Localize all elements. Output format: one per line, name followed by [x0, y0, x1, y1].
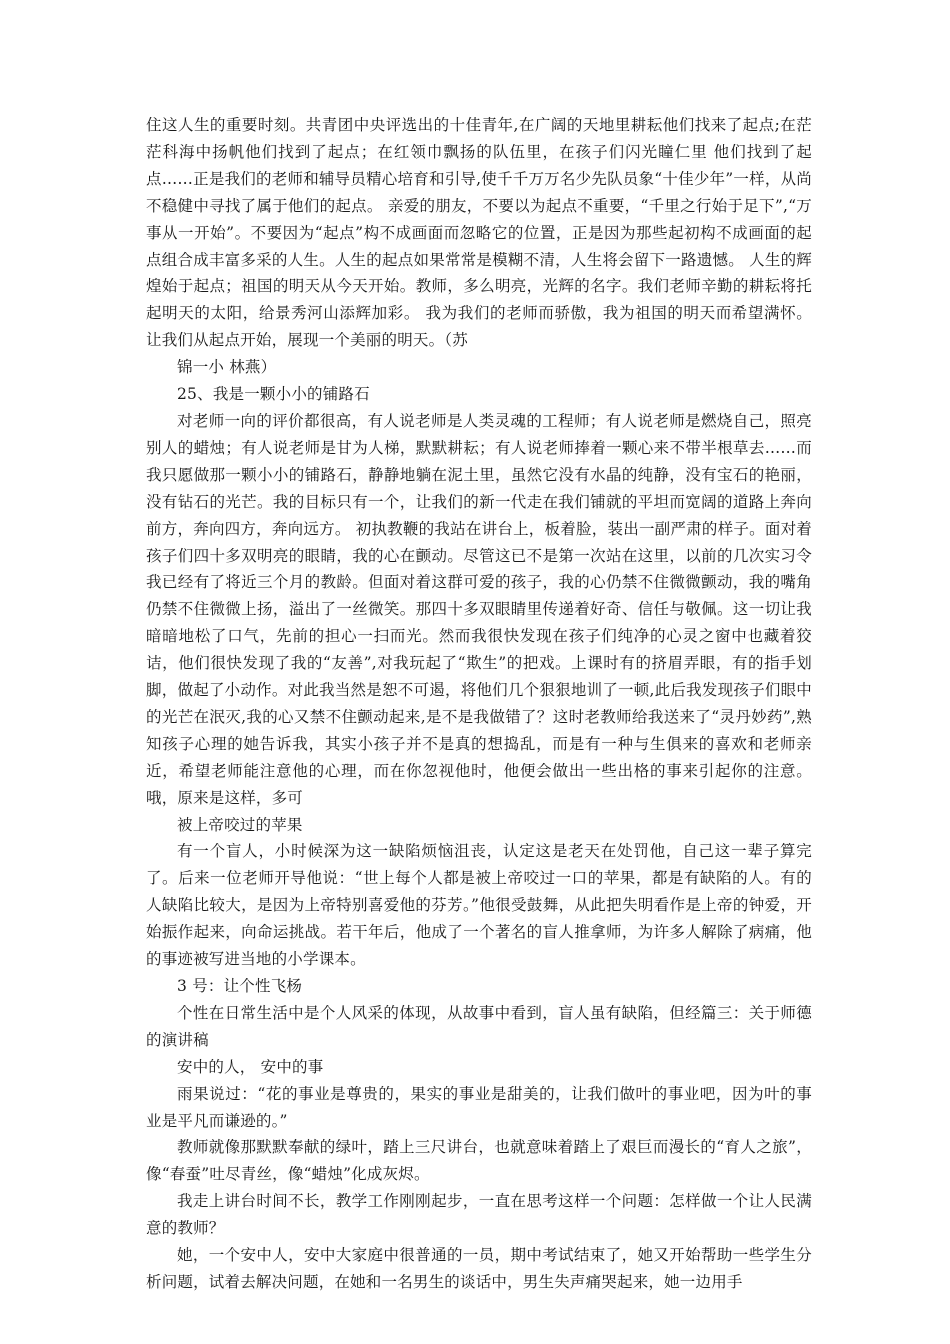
paragraph-author-credit: 锦一小 林燕） — [177, 358, 277, 377]
section-heading-individuality: 3 号：让个性飞杨 — [177, 977, 303, 995]
paragraph-blind-man: 有一个盲人，小时候深为这一缺陷烦恼沮丧，认定这是老天在处罚他，自己这一辈子算完了。后来一位老师开导他说：“世上每个人都是被上帝咬过一口的苹果，都是有缺陷的人。有的人缺陷比较大，是因为上帝特别喜爱他的芬芳。”他很受鼓舞，从此把失明看作是上帝的钟爱，开始振作起来，向命运挑战。若干年后，他成了一个著名的盲人推拿师，为许多人解除了病痛，他的事迹被写进当地的小学课本。 — [146, 842, 812, 969]
paragraph-hugo-quote: 雨果说过：“花的事业是尊贵的，果实的事业是甜美的，让我们做叶的事业吧，因为叶的事业是平凡而谦逊的。” — [146, 1084, 812, 1130]
document-body — [146, 112, 812, 1296]
section-heading-paving-stone: 25、我是一颗小小的铺路石 — [177, 385, 370, 404]
paragraph-individuality: 个性在日常生活中是个人风采的体现，从故事中看到，盲人虽有缺陷，但经篇三：关于师德的演讲稿 — [146, 1003, 812, 1049]
section-heading-anzhong: 安中的人， 安中的事 — [177, 1057, 324, 1076]
paragraph-green-leaf: 教师就像那默默奉献的绿叶，踏上三尺讲台，也就意味着踏上了艰巨而漫长的“育人之旅”，像“春蚕”吐尽青丝，像“蜡烛”化成灰烬。 — [146, 1138, 812, 1184]
paragraph-anzhong-teacher: 她，一个安中人，安中大家庭中很普通的一员，期中考试结束了，她又开始帮助一些学生分析问题，试着去解决问题，在她和一名男生的谈话中，男生失声痛哭起来，她一边用手 — [146, 1246, 812, 1291]
paragraph-starting-point: 住这人生的重要时刻。共青团中央评选出的十佳青年,在广阔的天地里耕耘他们找来了起点;在茫茫科海中扬帆他们找到了起点；在红领巾飘扬的队伍里，在孩子们闪光瞳仁里 他们找到了起点……正是我们的老师和辅导员精心培育和引导,使千千万万名少先队员象“十佳少年”一样，从尚不稳健中寻找了属于他们的起点。 亲爱的朋友，不要以为起点不重要，“千里之行始于足下”,“万事从一开始”。不要因为“起点”构不成画面而忽略它的位置，正是因为那些起初构不成画面的起点组合成丰富多采的人生。人生的起点如果常常是模糊不清，人生将会留下一路遗憾。 人生的辉煌始于起点；祖国的明天从今天开始。教师，多么明亮，光辉的名字。我们老师辛勤的耕耘将托起明天的太阳，给景秀河山添辉加彩。 我为我们的老师而骄傲，我为祖国的明天而希望满怀。 让我们从起点开始，展现一个美丽的明天。（苏 — [146, 116, 812, 350]
section-heading-bitten-apple: 被上帝咬过的苹果 — [177, 815, 303, 834]
paragraph-paving-stone: 对老师一向的评价都很高，有人说老师是人类灵魂的工程师；有人说老师是燃烧自己，照亮别人的蜡烛；有人说老师是甘为人梯，默默耕耘；有人说老师捧着一颗心来不带半根草去……而我只愿做那一颗小小的铺路石，静静地躺在泥土里，虽然它没有水晶的纯静，没有宝石的艳丽，没有钻石的光芒。我的目标只有一个，让我们的新一代走在我们铺就的平坦而宽阔的道路上奔向前方，奔向四方，奔向远方。 初执教鞭的我站在讲台上，板着脸，装出一副严肃的样子。面对着孩子们四十多双明亮的眼睛，我的心在颤动。尽管这已不是第一次站在这里，以前的几次实习令我已经有了将近三个月的教龄。但面对着这群可爱的孩子，我的心仍禁不住微微颤动，我的嘴角仍禁不住微微上扬，溢出了一丝微笑。那四十多双眼睛里传递着好奇、信任与敬佩。这一切让我暗暗地松了口气，先前的担心一扫而光。然而我很快发现在孩子们纯净的心灵之窗中也藏着狡诘，他们很快发现了我的“友善”,对我玩起了“欺生”的把戏。上课时有的挤眉弄眼，有的指手划脚，做起了小动作。对此我当然是恕不可遏，将他们几个狠狠地训了一顿,此后我发现孩子们眼中的光芒在泯灭,我的心又禁不住颤动起来,是不是我做错了？这时老教师给我送来了“灵丹妙药”,熟知孩子心理的她告诉我，其实小孩子并不是真的想捣乱，而是有一种与生俱来的喜欢和老师亲近，希望老师能注意他的心理，而在你忽视他时，他便会做出一些出格的事来引起你的注意。 哦，原来是这样，多可 — [146, 411, 812, 807]
paragraph-question: 我走上讲台时间不长，教学工作刚刚起步，一直在思考这样一个问题：怎样做一个让人民满意的教师？ — [146, 1192, 812, 1238]
